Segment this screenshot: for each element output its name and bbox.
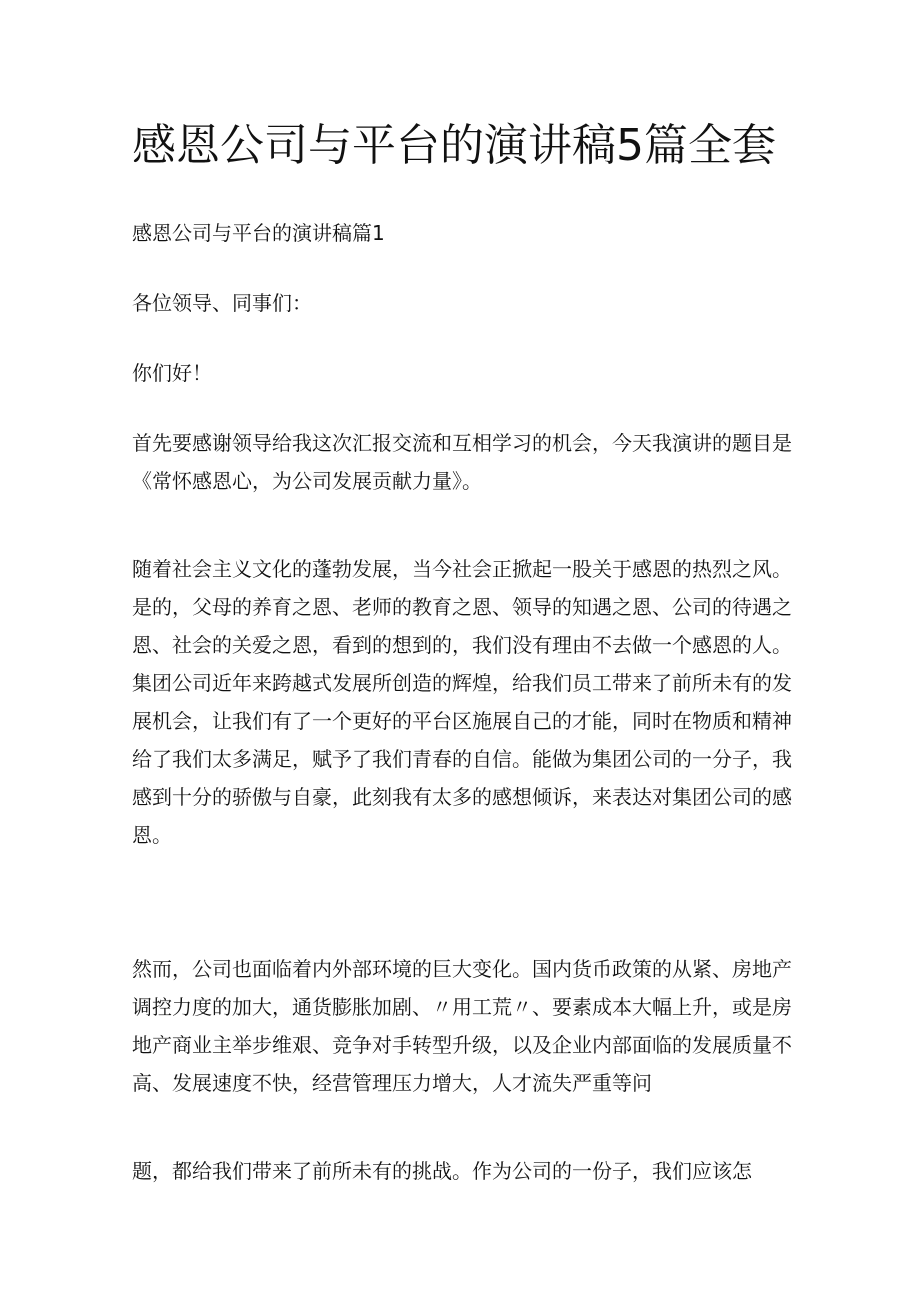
paragraph <box>132 950 792 1102</box>
paragraph-line: 首先要感谢领导给我这次汇报交流和互相学习的机会，今天我演讲的题目是 <box>132 431 792 455</box>
paragraph-line: 《常怀感恩心，为公司发展贡献力量》。 <box>132 469 482 493</box>
paragraph-line: 高、发展速度不快，经营管理压力增大，人才流失严重等问 <box>132 1071 652 1095</box>
paragraph <box>132 1152 752 1190</box>
paragraph-line: 恩。 <box>132 823 172 847</box>
paragraph <box>132 550 792 854</box>
salutation: 各位领导、同事们： <box>132 291 312 315</box>
paragraph-line: 调控力度的加大，通货膨胀加剧、〃用工荒〃、要素成本大幅上升，或是房 <box>132 995 792 1019</box>
greeting: 你们好！ <box>132 361 212 385</box>
paragraph-line: 随着社会主义文化的蓬勃发展，当今社会正掀起一股关于感恩的热烈之风。 <box>132 557 792 581</box>
paragraph-line: 然而，公司也面临着内外部环境的巨大变化。国内货币政策的从紧、房地产 <box>132 957 792 981</box>
paragraph-line: 是的，父母的养育之恩、老师的教育之恩、领导的知遇之恩、公司的待遇之 <box>132 595 792 619</box>
paragraph-line: 题，都给我们带来了前所未有的挑战。作为公司的一份子，我们应该怎 <box>132 1159 752 1183</box>
paragraph-line: 展机会，让我们有了一个更好的平台区施展自己的才能，同时在物质和精神 <box>132 709 792 733</box>
paragraph-line: 感到十分的骄傲与自豪，此刻我有太多的感想倾诉，来表达对集团公司的感 <box>132 785 792 809</box>
document-title: 感恩公司与平台的演讲稿5篇全套 <box>132 120 776 171</box>
paragraph <box>132 424 792 500</box>
paragraph-line: 给了我们太多满足，赋予了我们青春的自信。能做为集团公司的一分子，我 <box>132 747 792 771</box>
paragraph-line: 恩、社会的关爱之恩，看到的想到的，我们没有理由不去做一个感恩的人。 <box>132 633 792 657</box>
paragraph-line: 集团公司近年来跨越式发展所创造的辉煌，给我们员工带来了前所未有的发 <box>132 671 792 695</box>
paragraph-line: 地产商业主举步维艰、竞争对手转型升级，以及企业内部面临的发展质量不 <box>132 1033 792 1057</box>
section-heading: 感恩公司与平台的演讲稿篇1 <box>132 221 385 245</box>
